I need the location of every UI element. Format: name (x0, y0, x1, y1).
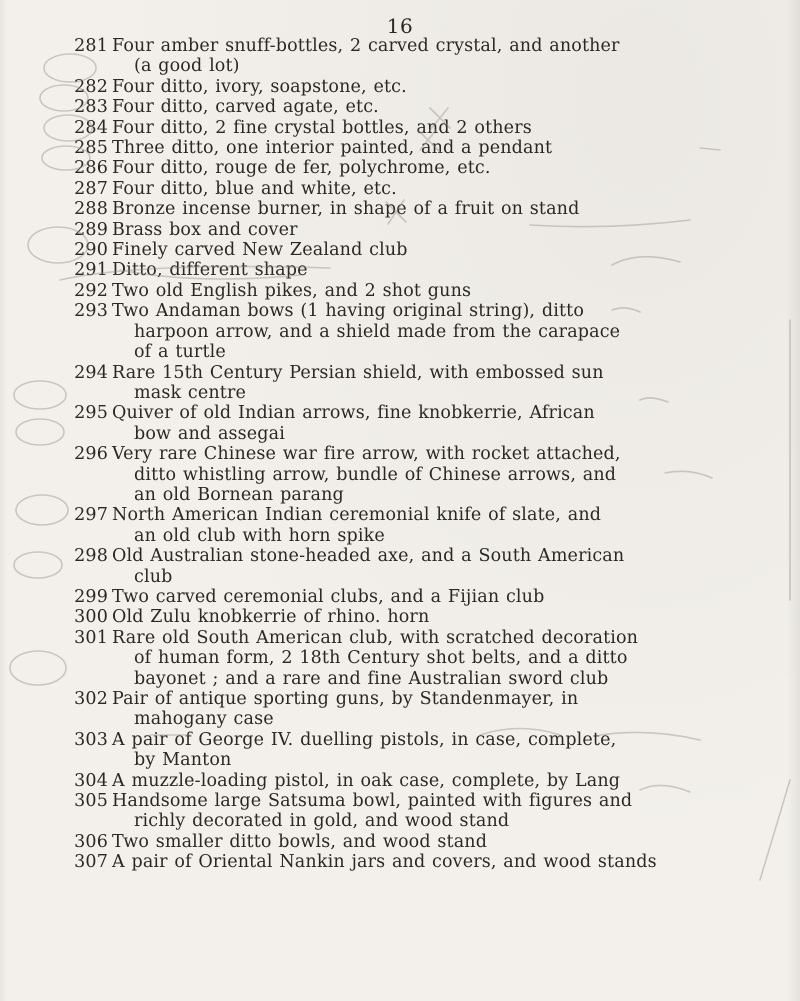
lot-number: 296 (74, 444, 108, 465)
lot-description (112, 832, 632, 852)
lot-description-line: bow and assegai (134, 423, 285, 444)
lot-description (112, 730, 632, 771)
lot-description (112, 301, 632, 362)
lot-description-line: of a turtle (134, 342, 226, 363)
lot-entry (0, 158, 800, 178)
lot-description-line: North American Indian ceremonial knife of slate, and (112, 505, 602, 526)
lot-entry (0, 852, 800, 872)
lot-description-line: an old Bornean parang (134, 484, 344, 505)
lot-description (112, 281, 632, 301)
lot-description-line: Rare 15th Century Persian shield, with embossed sun (112, 362, 604, 383)
lot-description-line: Three ditto, one interior painted, and a pendant (112, 138, 553, 159)
lot-entry (0, 363, 800, 404)
lot-description-line: Two smaller ditto bowls, and wood stand (112, 831, 488, 852)
lot-description-line: richly decorated in gold, and wood stand (134, 811, 510, 832)
lot-description (112, 587, 632, 607)
lot-number: 297 (74, 505, 108, 526)
lot-description-line: Quiver of old Indian arrows, fine knobkerrie, African (112, 403, 595, 424)
lot-number: 303 (74, 729, 108, 750)
lot-description (112, 689, 632, 730)
lot-number: 291 (74, 260, 108, 281)
lot-description (112, 771, 632, 791)
lot-entry (0, 832, 800, 852)
lot-description (112, 179, 632, 199)
lot-description (112, 505, 632, 546)
lot-entry (0, 546, 800, 587)
lot-description-line: Bronze incense burner, in shape of a fruit on stand (112, 199, 580, 220)
lot-number: 298 (74, 546, 108, 567)
lot-description (112, 199, 632, 219)
lot-number: 304 (74, 770, 108, 791)
lot-description-line: Four ditto, carved agate, etc. (112, 97, 379, 118)
lot-description (112, 403, 632, 444)
lot-description-line: ditto whistling arrow, bundle of Chinese arrows, and (134, 464, 617, 485)
lot-number: 292 (74, 280, 108, 301)
lot-entry (0, 199, 800, 219)
lot-description-line: mask centre (134, 382, 247, 403)
lot-list (0, 36, 800, 873)
lot-number: 302 (74, 689, 108, 709)
lot-description (112, 546, 632, 587)
lot-number: 286 (74, 158, 108, 179)
lot-description-line: Two old English pikes, and 2 shot guns (112, 280, 472, 301)
lot-number: 306 (74, 831, 108, 852)
lot-description (112, 444, 632, 505)
lot-entry (0, 403, 800, 444)
lot-entry (0, 791, 800, 832)
lot-description-line: Old Australian stone-headed axe, and a South American (112, 546, 625, 567)
lot-entry (0, 220, 800, 240)
lot-entry (0, 179, 800, 199)
lot-description-line: harpoon arrow, and a shield made from the carapace (134, 321, 621, 342)
lot-description-line: an old club with horn spike (134, 525, 385, 546)
lot-number: 290 (74, 240, 108, 261)
lot-description-line: of human form, 2 18th Century shot belts, and a ditto (134, 648, 628, 669)
lot-description (112, 220, 632, 240)
lot-description-line: Two Andaman bows (1 having original string), ditto (112, 301, 585, 322)
lot-description-line: Four ditto, 2 fine crystal bottles, and 2 others (112, 117, 532, 138)
lot-description-line: Very rare Chinese war fire arrow, with rocket attached, (112, 444, 621, 465)
lot-number: 288 (74, 199, 108, 220)
lot-description (112, 260, 632, 280)
lot-description (112, 852, 657, 873)
lot-entry (0, 118, 800, 138)
lot-description-line: A muzzle-loading pistol, in oak case, complete, by Lang (112, 770, 621, 791)
lot-number: 307 (74, 852, 108, 873)
lot-description (112, 607, 632, 627)
lot-description-line: Brass box and cover (112, 219, 298, 240)
lot-description (112, 138, 632, 158)
lot-description-line: club (134, 566, 173, 587)
lot-description (112, 36, 632, 77)
lot-description-line: mahogany case (134, 709, 274, 730)
lot-number: 283 (74, 97, 108, 118)
lot-number: 281 (74, 36, 108, 56)
lot-description-line: Old Zulu knobkerrie of rhino. horn (112, 607, 430, 628)
lot-description-line: Handsome large Satsuma bowl, painted with figures and (112, 791, 633, 812)
lot-description-line: Four ditto, rouge de fer, polychrome, etc. (112, 158, 491, 179)
lot-description-line: bayonet ; and a rare and fine Australian sword club (134, 668, 609, 689)
lot-entry (0, 587, 800, 607)
lot-description-line: Pair of antique sporting guns, by Standenmayer, in (112, 689, 579, 709)
lot-description-line: A pair of Oriental Nankin jars and covers, and wood stands (112, 852, 657, 873)
lot-number: 285 (74, 138, 108, 159)
lot-entry (0, 281, 800, 301)
lot-number: 287 (74, 178, 108, 199)
lot-entry (0, 628, 800, 689)
lot-description-line: Finely carved New Zealand club (112, 240, 408, 261)
lot-entry (0, 36, 800, 77)
lot-number: 295 (74, 403, 108, 424)
lot-number: 293 (74, 301, 108, 322)
lot-entry (0, 730, 800, 771)
lot-number: 294 (74, 362, 108, 383)
lot-description-line: Ditto, different shape (112, 260, 308, 281)
lot-entry (0, 444, 800, 505)
lot-description (112, 118, 632, 138)
lot-entry (0, 771, 800, 791)
lot-description-line: Four amber snuff-bottles, 2 carved crystal, and another (112, 36, 620, 56)
lot-description (112, 240, 632, 260)
lot-description (112, 97, 632, 117)
lot-number: 282 (74, 76, 108, 97)
lot-entry (0, 240, 800, 260)
lot-number: 301 (74, 627, 108, 648)
lot-entry (0, 689, 800, 730)
lot-description-line: Four ditto, blue and white, etc. (112, 178, 397, 199)
lot-entry (0, 301, 800, 362)
page-number: 16 (386, 14, 414, 38)
lot-description-line: Two carved ceremonial clubs, and a Fijian club (112, 586, 545, 607)
lot-number: 300 (74, 607, 108, 628)
lot-number: 289 (74, 219, 108, 240)
lot-description-line: Four ditto, ivory, soapstone, etc. (112, 76, 407, 97)
lot-entry (0, 97, 800, 117)
lot-description-line: (a good lot) (134, 56, 240, 77)
lot-entry (0, 77, 800, 97)
lot-description (112, 627, 639, 689)
lot-number: 284 (74, 117, 108, 138)
lot-description (112, 158, 632, 178)
lot-entry (0, 505, 800, 546)
lot-description (112, 77, 632, 97)
lot-entry (0, 260, 800, 280)
lot-number: 305 (74, 791, 108, 812)
lot-entry (0, 138, 800, 158)
lot-description (112, 363, 632, 404)
lot-number: 299 (74, 586, 108, 607)
lot-description-line: Rare old South American club, with scratched decoration (112, 627, 639, 648)
lot-description (112, 791, 632, 832)
lot-description-line: A pair of George IV. duelling pistols, in case, complete, (112, 729, 617, 750)
lot-description-line: by Manton (134, 750, 232, 771)
lot-entry (0, 607, 800, 627)
